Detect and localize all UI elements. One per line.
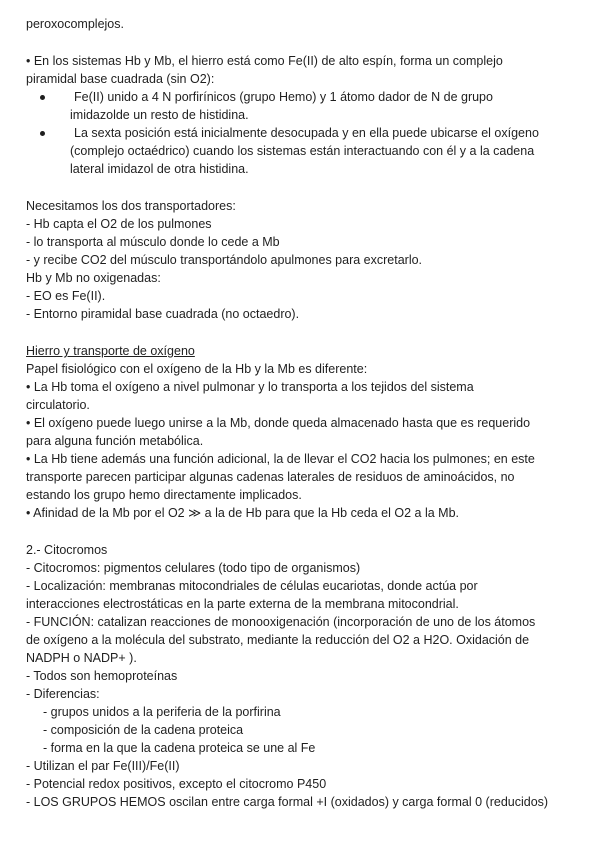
text-line: - Entorno piramidal base cuadrada (no octaedro). — [26, 307, 300, 321]
text-line: - Diferencias: — [26, 687, 100, 701]
bullet-icon — [40, 95, 45, 100]
text-line: • El oxígeno puede luego unirse a la Mb, donde queda almacenado hasta que es requerido — [26, 416, 531, 430]
text-line: - Localización: membranas mitocondriales de células eucariotas, donde actúa por — [26, 579, 478, 593]
text-line: interacciones electrostáticas en la parte externa de la membrana mitocondrial. — [26, 597, 459, 611]
text-line: piramidal base cuadrada (sin O2): — [26, 72, 215, 86]
text-line: • En los sistemas Hb y Mb, el hierro está como Fe(II) de alto espín, forma un complejo — [26, 54, 503, 68]
text-line: Hb y Mb no oxigenadas: — [26, 271, 161, 285]
text-line: - Potencial redox positivos, excepto el citocromo P450 — [26, 777, 327, 791]
text-line: - EO es Fe(II). — [26, 289, 106, 303]
text-line: imidazolde un resto de histidina. — [70, 108, 249, 122]
text-line: transporte parecen participar algunas cadenas laterales de residuos de aminoácidos, no — [26, 470, 515, 484]
text-line: - Todos son hemoproteínas — [26, 669, 178, 683]
text-line: - composición de la cadena proteica — [43, 723, 244, 737]
text-line: de oxígeno a la molécula del substrato, mediante la reducción del O2 a H2O. Oxidación de — [26, 633, 530, 647]
text-line: (complejo octaédrico) cuando los sistemas están interactuando con él y a la cadena — [70, 144, 535, 158]
text-line: peroxocomplejos. — [26, 17, 124, 31]
text-line: - Citocromos: pigmentos celulares (todo tipo de organismos) — [26, 561, 361, 575]
text-line: NADPH o NADP+ ). — [26, 651, 137, 665]
text-line: circulatorio. — [26, 398, 90, 412]
text-line: • Afinidad de la Mb por el O2 ≫ a la de Hb para que la Hb ceda el O2 a la Mb. — [26, 506, 459, 520]
section-heading: 2.- Citocromos — [26, 543, 108, 557]
text-line: Fe(II) unido a 4 N porfirínicos (grupo Hemo) y 1 átomo dador de N de grupo — [74, 90, 493, 104]
text-line: para alguna función metabólica. — [26, 434, 204, 448]
text-line: lateral imidazol de otra histidina. — [70, 162, 249, 176]
bullet-icon — [40, 131, 45, 136]
text-line: - FUNCIÓN: catalizan reacciones de monooxigenación (incorporación de uno de los átomos — [26, 615, 536, 629]
text-line: - y recibe CO2 del músculo transportándolo apulmones para excretarlo. — [26, 253, 423, 267]
text-line: • La Hb toma el oxígeno a nivel pulmonar y lo transporta a los tejidos del sistema — [26, 380, 474, 394]
text-line: - grupos unidos a la periferia de la porfirina — [43, 705, 281, 719]
section-heading: Hierro y transporte de oxígeno — [26, 344, 195, 358]
text-line: La sexta posición está inicialmente desocupada y en ella puede ubicarse el oxígeno — [74, 126, 539, 140]
text-line: - lo transporta al músculo donde lo cede a Mb — [26, 235, 280, 249]
text-line: Necesitamos los dos transportadores: — [26, 199, 236, 213]
text-line: - Hb capta el O2 de los pulmones — [26, 217, 212, 231]
text-line: estando los grupo hemo directamente implicados. — [26, 488, 302, 502]
text-line: - forma en la que la cadena proteica se une al Fe — [43, 741, 316, 755]
text-line: Papel fisiológico con el oxígeno de la Hb y la Mb es diferente: — [26, 362, 368, 376]
text-line: - Utilizan el par Fe(III)/Fe(II) — [26, 759, 180, 773]
text-line: - LOS GRUPOS HEMOS oscilan entre carga formal +I (oxidados) y carga formal 0 (reducidos) — [26, 795, 549, 809]
text-line: • La Hb tiene además una función adicional, la de llevar el CO2 hacia los pulmones; en este — [26, 452, 535, 466]
